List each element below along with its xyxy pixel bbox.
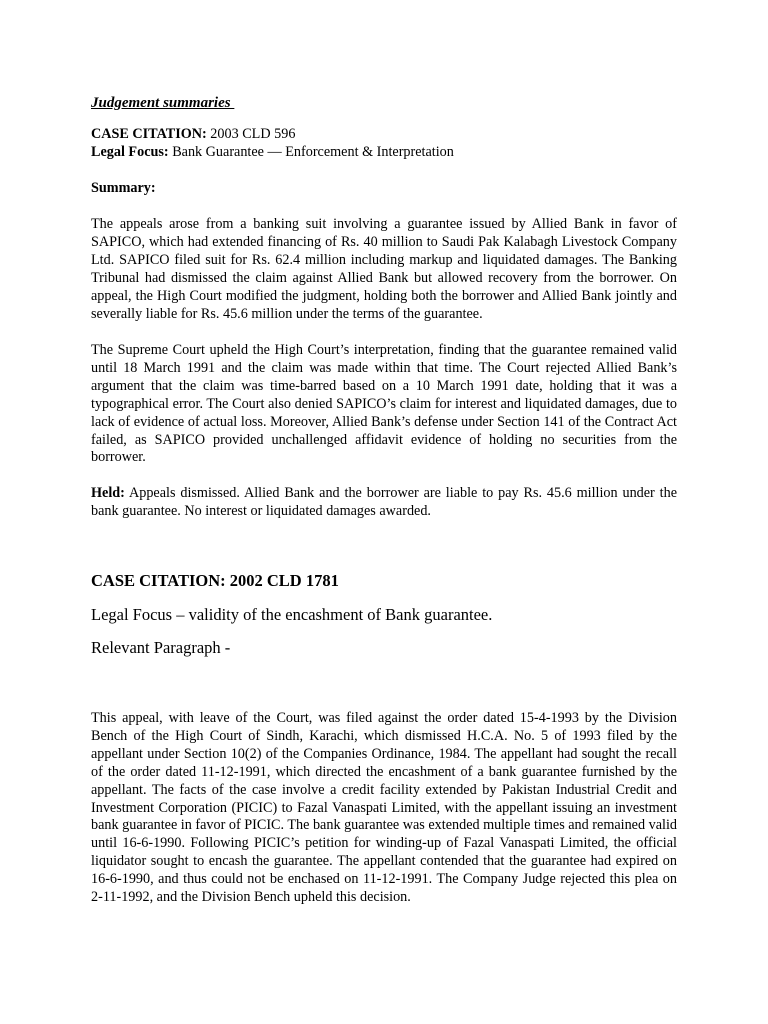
- case1-held-text: Appeals dismissed. Allied Bank and the borrower are liable to pay Rs. 45.6 million under the bank guarantee. No interest or liquidated damages awarded.: [91, 485, 677, 519]
- case1-focus-value: Bank Guarantee — Enforcement & Interpretation: [168, 144, 454, 160]
- case1-focus-line: [91, 143, 677, 161]
- case1-summary-label: Summary:: [91, 180, 156, 196]
- case1-citation-value: 2003 CLD 596: [206, 126, 296, 142]
- case1-paragraph-1: The appeals arose from a banking suit involving a guarantee issued by Allied Bank in favor of SAPICO, which had extended financing of Rs. 40 million to Saudi Pak Kalabagh Livestock Company Ltd. SAPICO filed suit for Rs. 62.4 million including markup and liquidated damages. The Banking Tribunal had dismissed the claim against Allied Bank but allowed recovery from the borrower. On appeal, the High Court modified the judgment, holding both the borrower and Allied Bank jointly and severally liable for Rs. 45.6 million under the terms of the guarantee.: [91, 216, 677, 322]
- case2-citation: CASE CITATION: 2002 CLD 1781: [91, 571, 339, 590]
- case1-focus-label: Legal Focus:: [91, 144, 169, 160]
- document-heading: Judgement summaries: [91, 95, 235, 111]
- case2-paragraph: This appeal, with leave of the Court, was filed against the order dated 15-4-1993 by the Division Bench of the High Court of Sindh, Karachi, which dismissed H.C.A. No. 5 of 1993 filed by the appellant under Section 10(2) of the Companies Ordinance, 1984. The appellant had sought the recall of the order dated 11-12-1991, which directed the encashment of a bank guarantee furnished by the appellant. The facts of the case involve a credit facility extended by Pakistan Industrial Credit and Investment Corporation (PICIC) to Fazal Vanaspati Limited, with the appellant issuing an investment bank guarantee in favor of PICIC. The bank guarantee was extended multiple times and remained valid until 16-6-1990. Following PICIC’s petition for winding-up of Fazal Vanaspati Limited, the official liquidator sought to encash the guarantee. The appellant contended that the guarantee had expired on 16-6-1990, and thus could not be enchased on 11-12-1991. The Company Judge rejected this plea on 2-11-1992, and the Division Bench upheld this decision.: [91, 710, 677, 906]
- case2-legal-focus: Legal Focus – validity of the encashment of Bank guarantee.: [91, 605, 493, 624]
- case1-header: [91, 125, 677, 161]
- case2-relevant-paragraph-label: Relevant Paragraph -: [91, 638, 231, 657]
- case1-citation-line: [91, 125, 677, 143]
- case1-held-paragraph: [91, 485, 677, 521]
- case1-held-label: Held:: [91, 485, 125, 501]
- case1-citation-label: CASE CITATION:: [91, 126, 207, 142]
- case1-paragraph-2: The Supreme Court upheld the High Court’s interpretation, finding that the guarantee remained valid until 18 March 1991 and the claim was made within that time. The Court rejected Allied Bank’s argument that the claim was time-barred based on a 10 March 1991 date, holding that it was a typographical error. The Court also denied SAPICO’s claim for interest and liquidated damages, due to lack of evidence of actual loss. Moreover, Allied Bank’s defense under Section 141 of the Contract Act failed, as SAPICO provided unchallenged affidavit evidence of holding no securities from the borrower.: [91, 342, 677, 466]
